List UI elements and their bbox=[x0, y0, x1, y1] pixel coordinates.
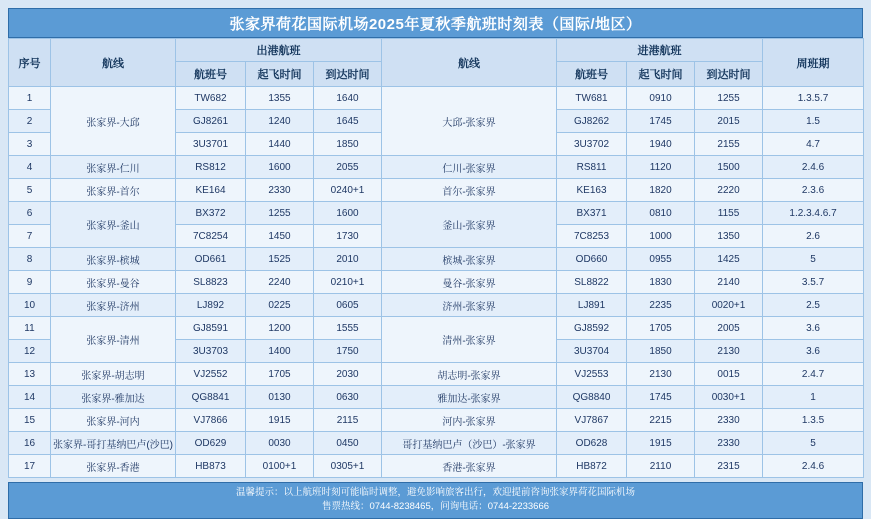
cell-route-out: 张家界-槟城 bbox=[51, 248, 176, 271]
cell-arr-in: 0015 bbox=[695, 363, 763, 386]
cell-route-out: 张家界-大邱 bbox=[51, 87, 176, 156]
cell-dep-out: 1255 bbox=[246, 202, 314, 225]
table-row bbox=[9, 432, 864, 455]
cell-week: 2.4.6 bbox=[763, 156, 864, 179]
cell-arr-out: 2030 bbox=[314, 363, 382, 386]
cell-dep-out: 1200 bbox=[246, 317, 314, 340]
cell-flightno-out: GJ8591 bbox=[176, 317, 246, 340]
cell-week: 2.3.6 bbox=[763, 179, 864, 202]
cell-flightno-in: 7C8253 bbox=[557, 225, 627, 248]
cell-flightno-in: OD628 bbox=[557, 432, 627, 455]
cell-dep-in: 2130 bbox=[627, 363, 695, 386]
cell-arr-in: 2330 bbox=[695, 432, 763, 455]
cell-seq: 5 bbox=[9, 179, 51, 202]
col-flightno-in: 航班号 bbox=[557, 62, 627, 87]
cell-dep-out: 2330 bbox=[246, 179, 314, 202]
cell-week: 2.6 bbox=[763, 225, 864, 248]
cell-seq: 2 bbox=[9, 110, 51, 133]
cell-arr-out: 2055 bbox=[314, 156, 382, 179]
cell-week: 4.7 bbox=[763, 133, 864, 156]
cell-arr-in: 0020+1 bbox=[695, 294, 763, 317]
cell-arr-in: 1350 bbox=[695, 225, 763, 248]
cell-arr-in: 1155 bbox=[695, 202, 763, 225]
cell-route-out: 张家界-仁川 bbox=[51, 156, 176, 179]
cell-dep-out: 0130 bbox=[246, 386, 314, 409]
cell-arr-out: 1750 bbox=[314, 340, 382, 363]
cell-route-out: 张家界-河内 bbox=[51, 409, 176, 432]
cell-arr-in: 2315 bbox=[695, 455, 763, 478]
cell-flightno-in: SL8822 bbox=[557, 271, 627, 294]
cell-route-in: 釜山-张家界 bbox=[382, 202, 557, 248]
table-row bbox=[9, 271, 864, 294]
cell-route-in: 首尔-张家界 bbox=[382, 179, 557, 202]
cell-dep-in: 0910 bbox=[627, 87, 695, 110]
col-arr-out: 到达时间 bbox=[314, 62, 382, 87]
cell-flightno-out: 3U3703 bbox=[176, 340, 246, 363]
cell-dep-in: 1120 bbox=[627, 156, 695, 179]
cell-week: 2.5 bbox=[763, 294, 864, 317]
cell-arr-out: 0630 bbox=[314, 386, 382, 409]
cell-seq: 12 bbox=[9, 340, 51, 363]
cell-flightno-in: VJ2553 bbox=[557, 363, 627, 386]
cell-dep-out: 0030 bbox=[246, 432, 314, 455]
cell-week: 1.2.3.4.6.7 bbox=[763, 202, 864, 225]
cell-dep-in: 2110 bbox=[627, 455, 695, 478]
cell-flightno-out: BX372 bbox=[176, 202, 246, 225]
table-row bbox=[9, 363, 864, 386]
cell-week: 5 bbox=[763, 432, 864, 455]
cell-dep-in: 1745 bbox=[627, 110, 695, 133]
flight-schedule-table bbox=[8, 38, 864, 478]
cell-arr-in: 2220 bbox=[695, 179, 763, 202]
cell-arr-in: 1255 bbox=[695, 87, 763, 110]
col-route-out: 航线 bbox=[51, 39, 176, 87]
cell-flightno-out: RS812 bbox=[176, 156, 246, 179]
cell-dep-in: 1830 bbox=[627, 271, 695, 294]
cell-arr-in: 2005 bbox=[695, 317, 763, 340]
cell-arr-out: 1640 bbox=[314, 87, 382, 110]
cell-route-in: 济州-张家界 bbox=[382, 294, 557, 317]
cell-dep-out: 2240 bbox=[246, 271, 314, 294]
cell-seq: 1 bbox=[9, 87, 51, 110]
cell-flightno-in: GJ8262 bbox=[557, 110, 627, 133]
cell-week: 1 bbox=[763, 386, 864, 409]
cell-route-in: 曼谷-张家界 bbox=[382, 271, 557, 294]
cell-arr-in: 1500 bbox=[695, 156, 763, 179]
table-row bbox=[9, 179, 864, 202]
col-seq: 序号 bbox=[9, 39, 51, 87]
cell-route-in: 雅加达-张家界 bbox=[382, 386, 557, 409]
cell-route-out: 张家界-清州 bbox=[51, 317, 176, 363]
cell-arr-out: 1730 bbox=[314, 225, 382, 248]
cell-flightno-in: 3U3702 bbox=[557, 133, 627, 156]
cell-dep-in: 0810 bbox=[627, 202, 695, 225]
cell-arr-in: 2155 bbox=[695, 133, 763, 156]
cell-dep-out: 1450 bbox=[246, 225, 314, 248]
cell-seq: 8 bbox=[9, 248, 51, 271]
cell-arr-in: 2015 bbox=[695, 110, 763, 133]
cell-arr-out: 0450 bbox=[314, 432, 382, 455]
cell-arr-out: 1555 bbox=[314, 317, 382, 340]
cell-arr-in: 2330 bbox=[695, 409, 763, 432]
cell-seq: 3 bbox=[9, 133, 51, 156]
cell-arr-out: 0305+1 bbox=[314, 455, 382, 478]
cell-dep-out: 0225 bbox=[246, 294, 314, 317]
cell-week: 3.6 bbox=[763, 340, 864, 363]
cell-dep-out: 1240 bbox=[246, 110, 314, 133]
cell-flightno-in: 3U3704 bbox=[557, 340, 627, 363]
group-departures: 出港航班 bbox=[176, 39, 382, 62]
col-flightno-out: 航班号 bbox=[176, 62, 246, 87]
col-dep-in: 起飞时间 bbox=[627, 62, 695, 87]
cell-dep-in: 2235 bbox=[627, 294, 695, 317]
cell-route-out: 张家界-胡志明 bbox=[51, 363, 176, 386]
cell-week: 3.6 bbox=[763, 317, 864, 340]
cell-arr-out: 0210+1 bbox=[314, 271, 382, 294]
cell-route-in: 胡志明-张家界 bbox=[382, 363, 557, 386]
cell-flightno-out: 7C8254 bbox=[176, 225, 246, 248]
table-row bbox=[9, 87, 864, 110]
cell-seq: 10 bbox=[9, 294, 51, 317]
cell-week: 1.3.5 bbox=[763, 409, 864, 432]
cell-dep-in: 1820 bbox=[627, 179, 695, 202]
cell-arr-out: 1645 bbox=[314, 110, 382, 133]
table-row bbox=[9, 202, 864, 225]
table-body bbox=[9, 87, 864, 478]
cell-route-out: 张家界-雅加达 bbox=[51, 386, 176, 409]
col-week: 周班期 bbox=[763, 39, 864, 87]
cell-seq: 17 bbox=[9, 455, 51, 478]
table-row bbox=[9, 455, 864, 478]
cell-flightno-in: TW681 bbox=[557, 87, 627, 110]
table-header bbox=[9, 39, 864, 87]
cell-flightno-in: VJ7867 bbox=[557, 409, 627, 432]
cell-route-out: 张家界-香港 bbox=[51, 455, 176, 478]
cell-seq: 7 bbox=[9, 225, 51, 248]
col-dep-out: 起飞时间 bbox=[246, 62, 314, 87]
cell-arr-out: 0240+1 bbox=[314, 179, 382, 202]
cell-route-in: 仁川-张家界 bbox=[382, 156, 557, 179]
cell-dep-out: 1400 bbox=[246, 340, 314, 363]
cell-arr-out: 2010 bbox=[314, 248, 382, 271]
cell-week: 2.4.7 bbox=[763, 363, 864, 386]
cell-arr-out: 1600 bbox=[314, 202, 382, 225]
cell-dep-in: 1940 bbox=[627, 133, 695, 156]
cell-week: 5 bbox=[763, 248, 864, 271]
cell-flightno-in: QG8840 bbox=[557, 386, 627, 409]
cell-week: 1.3.5.7 bbox=[763, 87, 864, 110]
cell-arr-out: 0605 bbox=[314, 294, 382, 317]
cell-route-in: 槟城-张家界 bbox=[382, 248, 557, 271]
cell-route-out: 张家界-济州 bbox=[51, 294, 176, 317]
cell-route-in: 香港-张家界 bbox=[382, 455, 557, 478]
table-row bbox=[9, 386, 864, 409]
group-arrivals: 进港航班 bbox=[557, 39, 763, 62]
cell-route-in: 哥打基纳巴卢（沙巴）-张家界 bbox=[382, 432, 557, 455]
col-arr-in: 到达时间 bbox=[695, 62, 763, 87]
cell-dep-out: 0100+1 bbox=[246, 455, 314, 478]
cell-flightno-out: VJ2552 bbox=[176, 363, 246, 386]
cell-flightno-in: LJ891 bbox=[557, 294, 627, 317]
cell-seq: 16 bbox=[9, 432, 51, 455]
cell-route-out: 张家界-哥打基纳巴卢(沙巴) bbox=[51, 432, 176, 455]
cell-route-in: 大邱-张家界 bbox=[382, 87, 557, 156]
cell-flightno-in: HB872 bbox=[557, 455, 627, 478]
cell-route-in: 清州-张家界 bbox=[382, 317, 557, 363]
table-row bbox=[9, 294, 864, 317]
cell-week: 2.4.6 bbox=[763, 455, 864, 478]
cell-flightno-in: GJ8592 bbox=[557, 317, 627, 340]
cell-route-out: 张家界-首尔 bbox=[51, 179, 176, 202]
footer-notice bbox=[8, 482, 863, 519]
table-row bbox=[9, 156, 864, 179]
cell-dep-out: 1440 bbox=[246, 133, 314, 156]
cell-flightno-out: VJ7866 bbox=[176, 409, 246, 432]
page-title: 张家界荷花国际机场2025年夏秋季航班时刻表（国际/地区） bbox=[8, 8, 863, 38]
cell-flightno-out: 3U3701 bbox=[176, 133, 246, 156]
cell-seq: 15 bbox=[9, 409, 51, 432]
table-row bbox=[9, 317, 864, 340]
cell-arr-in: 2130 bbox=[695, 340, 763, 363]
cell-flightno-in: RS811 bbox=[557, 156, 627, 179]
cell-seq: 4 bbox=[9, 156, 51, 179]
footer-line-1: 温馨提示：以上航班时刻可能临时调整，避免影响旅客出行，欢迎提前咨询张家界荷花国际机场 bbox=[235, 487, 635, 498]
cell-seq: 13 bbox=[9, 363, 51, 386]
cell-dep-in: 1745 bbox=[627, 386, 695, 409]
cell-week: 1.5 bbox=[763, 110, 864, 133]
cell-dep-in: 1850 bbox=[627, 340, 695, 363]
cell-route-in: 河内-张家界 bbox=[382, 409, 557, 432]
cell-dep-out: 1705 bbox=[246, 363, 314, 386]
cell-dep-in: 1000 bbox=[627, 225, 695, 248]
cell-route-out: 张家界-釜山 bbox=[51, 202, 176, 248]
cell-dep-out: 1915 bbox=[246, 409, 314, 432]
cell-flightno-out: HB873 bbox=[176, 455, 246, 478]
cell-flightno-out: GJ8261 bbox=[176, 110, 246, 133]
cell-seq: 6 bbox=[9, 202, 51, 225]
cell-seq: 11 bbox=[9, 317, 51, 340]
table-row bbox=[9, 409, 864, 432]
cell-dep-out: 1525 bbox=[246, 248, 314, 271]
cell-week: 3.5.7 bbox=[763, 271, 864, 294]
cell-flightno-out: LJ892 bbox=[176, 294, 246, 317]
cell-route-out: 张家界-曼谷 bbox=[51, 271, 176, 294]
cell-dep-in: 1705 bbox=[627, 317, 695, 340]
cell-dep-out: 1355 bbox=[246, 87, 314, 110]
cell-seq: 14 bbox=[9, 386, 51, 409]
cell-dep-out: 1600 bbox=[246, 156, 314, 179]
table-row bbox=[9, 248, 864, 271]
cell-dep-in: 2215 bbox=[627, 409, 695, 432]
cell-arr-in: 1425 bbox=[695, 248, 763, 271]
cell-dep-in: 0955 bbox=[627, 248, 695, 271]
cell-arr-out: 1850 bbox=[314, 133, 382, 156]
cell-flightno-out: OD661 bbox=[176, 248, 246, 271]
cell-flightno-out: KE164 bbox=[176, 179, 246, 202]
cell-flightno-in: KE163 bbox=[557, 179, 627, 202]
cell-flightno-in: BX371 bbox=[557, 202, 627, 225]
cell-arr-in: 0030+1 bbox=[695, 386, 763, 409]
cell-arr-in: 2140 bbox=[695, 271, 763, 294]
cell-seq: 9 bbox=[9, 271, 51, 294]
cell-flightno-out: OD629 bbox=[176, 432, 246, 455]
cell-flightno-in: OD660 bbox=[557, 248, 627, 271]
col-route-in: 航线 bbox=[382, 39, 557, 87]
cell-flightno-out: SL8823 bbox=[176, 271, 246, 294]
cell-arr-out: 2115 bbox=[314, 409, 382, 432]
cell-dep-in: 1915 bbox=[627, 432, 695, 455]
footer-line-2: 售票热线：0744-8238465，问询电话：0744-2233666 bbox=[321, 500, 550, 512]
cell-flightno-out: TW682 bbox=[176, 87, 246, 110]
cell-flightno-out: QG8841 bbox=[176, 386, 246, 409]
